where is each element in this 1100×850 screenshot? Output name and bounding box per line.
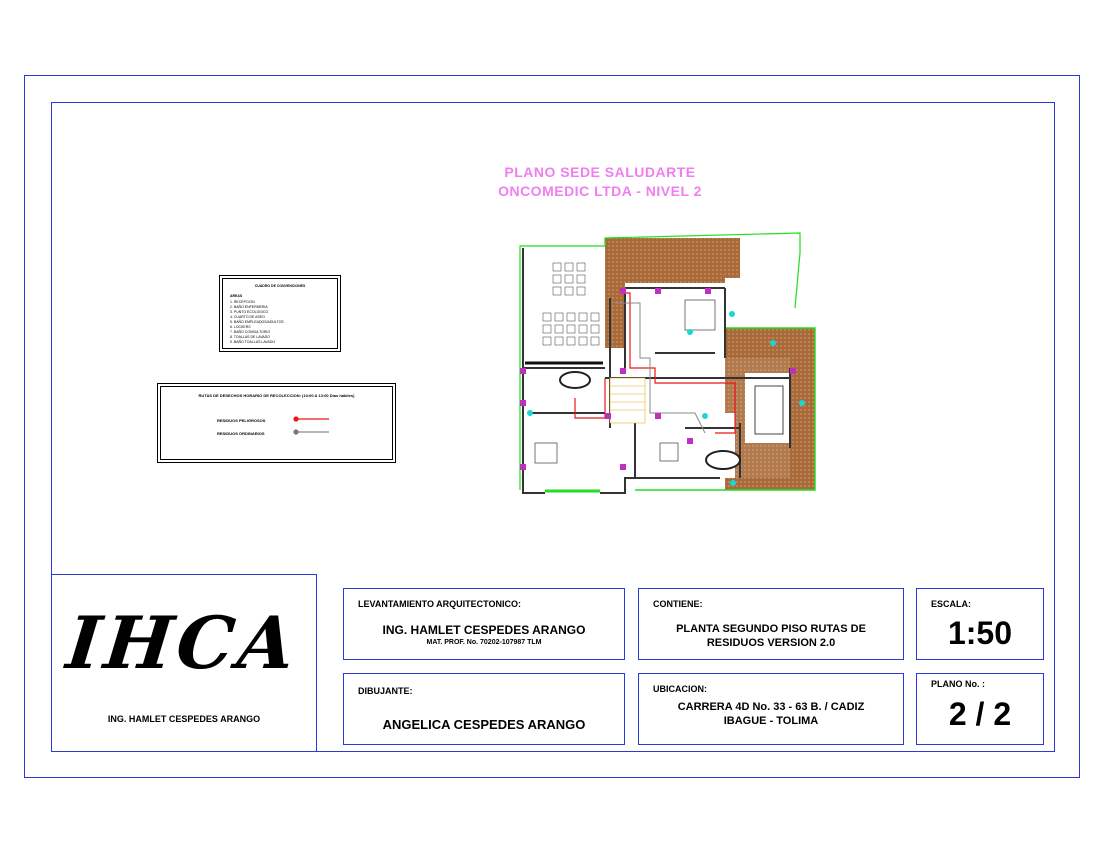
- contains-label: CONTIENE:: [653, 599, 703, 609]
- desk-central: [660, 443, 678, 461]
- contains-cell: [638, 588, 904, 660]
- conventions-box: [219, 275, 341, 352]
- ihca-logo: IHCA: [62, 600, 303, 685]
- scale-label: ESCALA:: [931, 599, 971, 609]
- sheet-value: 2 / 2: [948, 696, 1012, 732]
- plan-title-line2: ONCOMEDIC LTDA - NIVEL 2: [498, 183, 702, 199]
- convention-item: 2. BAÑO ENFERMERIA: [230, 305, 268, 309]
- convention-item: 7. BAÑO CONSULTORIO: [230, 330, 271, 334]
- scale-cell: [916, 588, 1044, 660]
- conventions-list: [230, 300, 284, 345]
- hazardous-route-dot: [293, 416, 298, 421]
- route-legend-lines: [288, 414, 333, 436]
- survey-label: LEVANTAMIENTO ARQUITECTONICO:: [358, 599, 521, 609]
- ordinary-label: RESIDUOS ORDINARIOS: [217, 431, 265, 436]
- ordinary-route-dot: [293, 429, 298, 434]
- drawer-name: ANGELICA CESPEDES ARANGO: [382, 717, 586, 732]
- sheet-cell: [916, 673, 1044, 745]
- bathtub-east: [706, 451, 740, 469]
- conventions-subtitle: AREAS: [230, 294, 243, 298]
- plan-title-line1: PLANO SEDE SALUDARTE: [504, 164, 696, 180]
- contains-line1: PLANTA SEGUNDO PISO RUTAS DE: [676, 623, 866, 635]
- convention-item: 8. TOALLAS DE LAVADO: [230, 335, 271, 339]
- drawer-cell: [343, 673, 625, 745]
- staircase: [610, 378, 645, 423]
- routes-box: [157, 383, 396, 463]
- bathtub-west: [560, 372, 590, 388]
- convention-item: 9. BAÑO TOALLAS LAVADO: [230, 340, 276, 344]
- auditorium-seats: [543, 263, 599, 345]
- logo-caption: ING. HAMLET CESPEDES ARANGO: [107, 714, 261, 724]
- convention-item: 3. PUNTO ECOLOGICO: [230, 310, 269, 314]
- location-cell: [638, 673, 904, 745]
- floor-plan: [515, 228, 820, 496]
- routes-title: RUTAS DE DESECHOS HORARIO DE RECOLECCION: (10:00 A 13:00 Días hábiles): [198, 393, 355, 398]
- convention-item: 1. RECEPCION: [230, 300, 255, 304]
- convention-item: 5. BAÑO EMPLEADOS/ADULTOS: [230, 320, 284, 324]
- location-line1: CARRERA 4D No. 33 - 63 B. / CADIZ: [677, 701, 865, 713]
- survey-name: ING. HAMLET CESPEDES ARANGO: [382, 623, 586, 637]
- conventions-title: CUADRO DE CONVENCIONES: [254, 284, 306, 288]
- table-right: [755, 386, 783, 434]
- contains-line2: RESIDUOS VERSION 2.0: [706, 637, 836, 649]
- location-label: UBICACION:: [653, 684, 707, 694]
- convention-item: 6. LOCKERS: [230, 325, 251, 329]
- hazardous-label: RESIDUOS PELIGROSOS: [217, 418, 266, 423]
- location-line2: IBAGUE - TOLIMA: [723, 715, 819, 727]
- survey-license: MAT. PROF. No. 70202-107987 TLM: [426, 639, 542, 646]
- desk-lower: [535, 443, 557, 463]
- survey-cell: [343, 588, 625, 660]
- drawer-label: DIBUJANTE:: [358, 686, 413, 696]
- scale-value: 1:50: [947, 615, 1013, 651]
- convention-item: 4. CUARTO DE ASEO: [230, 315, 265, 319]
- desk-upper: [685, 300, 715, 330]
- sheet-label: PLANO No. :: [931, 679, 985, 689]
